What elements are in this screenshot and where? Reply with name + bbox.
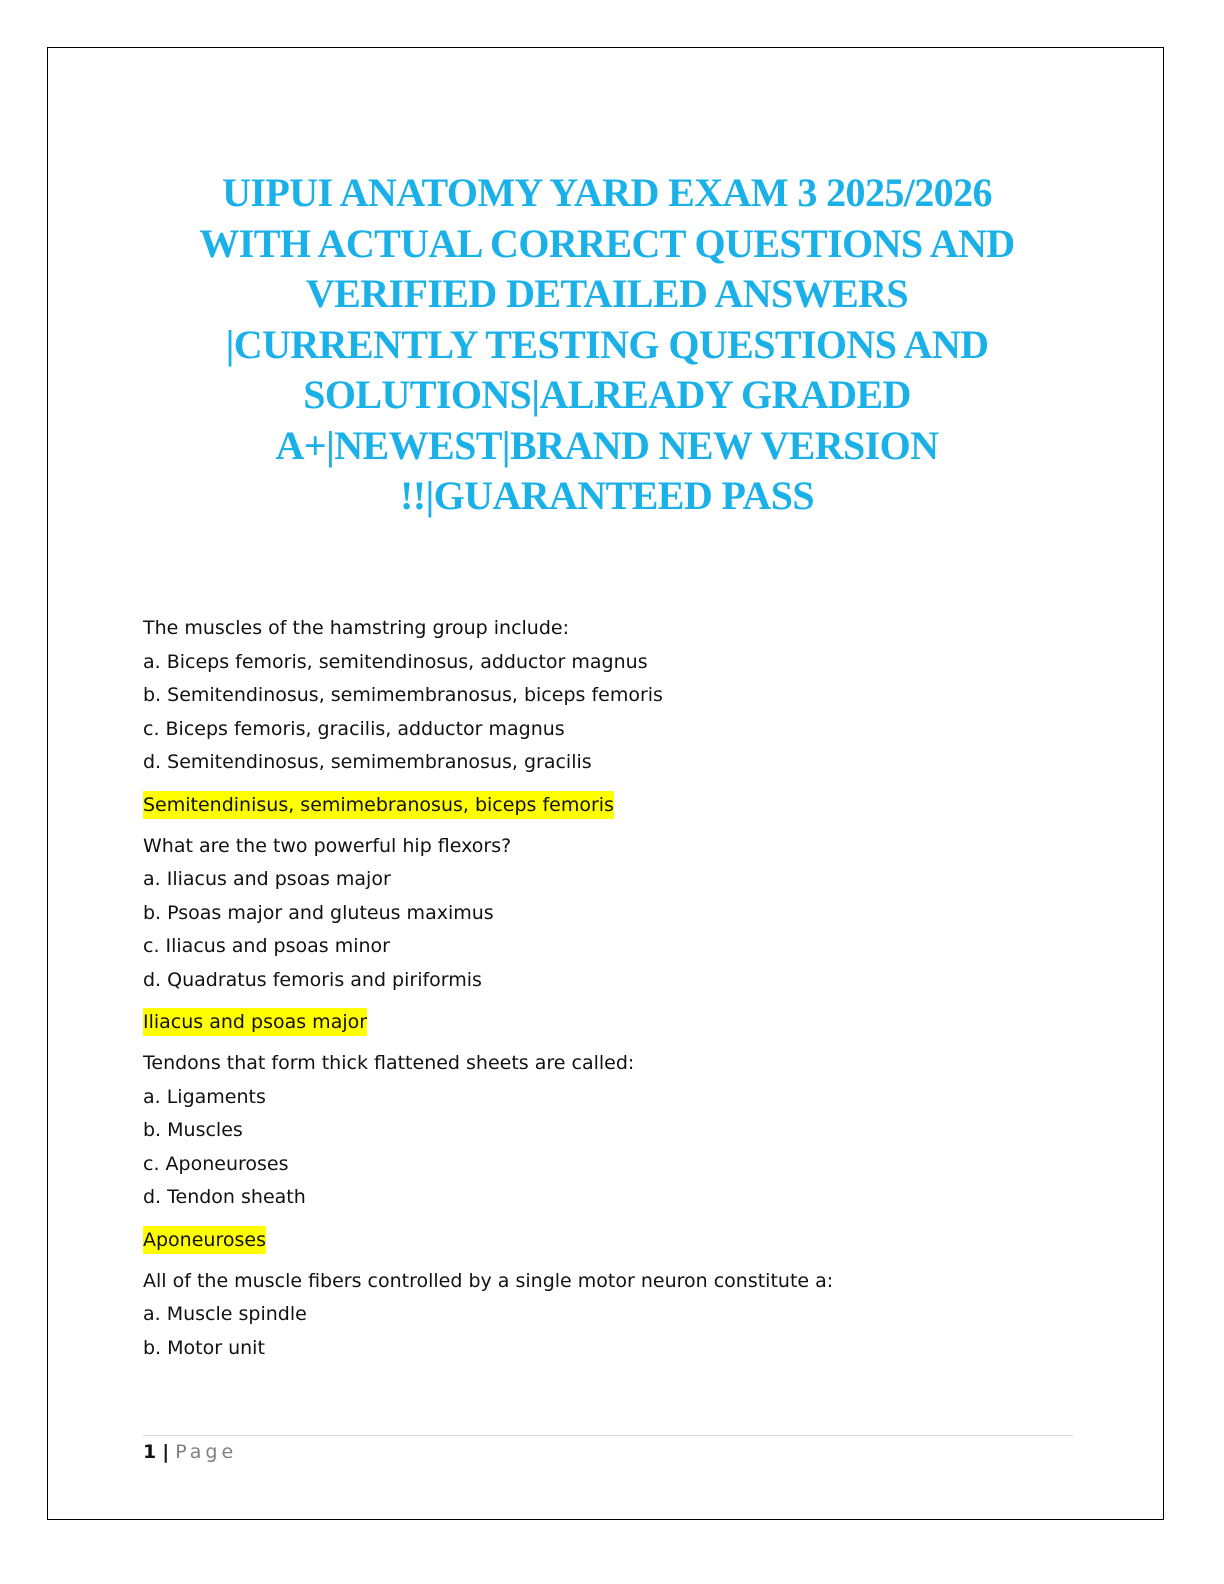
question-block — [143, 612, 1063, 830]
question-text: All of the muscle fibers controlled by a single motor neuron constitute a: — [143, 1269, 834, 1292]
answer-option: b. Motor unit — [143, 1336, 265, 1359]
answer-option: d. Semitendinosus, semimembranosus, gracilis — [143, 751, 592, 773]
answer-option: a. Biceps femoris, semitendinosus, adductor magnus — [143, 650, 648, 673]
question-list — [143, 612, 1063, 1365]
question-block — [143, 830, 1063, 1048]
answer-option: d. Quadratus femoris and piriformis — [143, 968, 482, 991]
question-text: What are the two powerful hip flexors? — [143, 834, 512, 857]
question-block — [143, 1265, 1063, 1366]
answer-option: c. Aponeuroses — [143, 1152, 289, 1175]
title-line: WITH ACTUAL CORRECT QUESTIONS AND — [199, 220, 1015, 266]
answer-option: d. Tendon sheath — [143, 1186, 306, 1208]
title-line: VERIFIED DETAILED ANSWERS — [305, 271, 909, 316]
document-title — [120, 168, 1094, 522]
title-line: |CURRENTLY TESTING QUESTIONS AND — [225, 321, 989, 367]
correct-answer-highlight: Semitendinisus, semimebranosus, biceps femoris — [143, 791, 614, 819]
title-line: UIPUI ANATOMY YARD EXAM 3 2025/2026 — [222, 170, 992, 215]
question-text: The muscles of the hamstring group include: — [143, 617, 569, 639]
correct-answer-highlight: Aponeuroses — [143, 1226, 266, 1254]
footer-separator: | — [162, 1441, 170, 1463]
title-line: SOLUTIONS|ALREADY GRADED — [303, 372, 911, 417]
question-block — [143, 1047, 1063, 1265]
correct-answer-highlight: Iliacus and psoas major — [143, 1008, 367, 1036]
answer-option: c. Biceps femoris, gracilis, adductor magnus — [143, 717, 565, 740]
page-footer — [143, 1441, 237, 1463]
answer-option: b. Muscles — [143, 1119, 243, 1141]
answer-option: a. Muscle spindle — [143, 1303, 307, 1325]
answer-option: b. Semitendinosus, semimembranosus, biceps femoris — [143, 684, 663, 706]
title-line: A+|NEWEST|BRAND NEW VERSION — [275, 422, 939, 468]
answer-option: c. Iliacus and psoas minor — [143, 935, 390, 957]
question-text: Tendons that form thick flattened sheets are called: — [143, 1052, 635, 1074]
title-line: !!|GUARANTEED PASS — [400, 473, 814, 518]
answer-option: a. Iliacus and psoas major — [143, 868, 391, 890]
footer-divider — [143, 1435, 1073, 1436]
page-label: Page — [175, 1441, 238, 1463]
answer-option: a. Ligaments — [143, 1085, 266, 1108]
page-number: 1 — [143, 1441, 157, 1463]
answer-option: b. Psoas major and gluteus maximus — [143, 901, 494, 924]
